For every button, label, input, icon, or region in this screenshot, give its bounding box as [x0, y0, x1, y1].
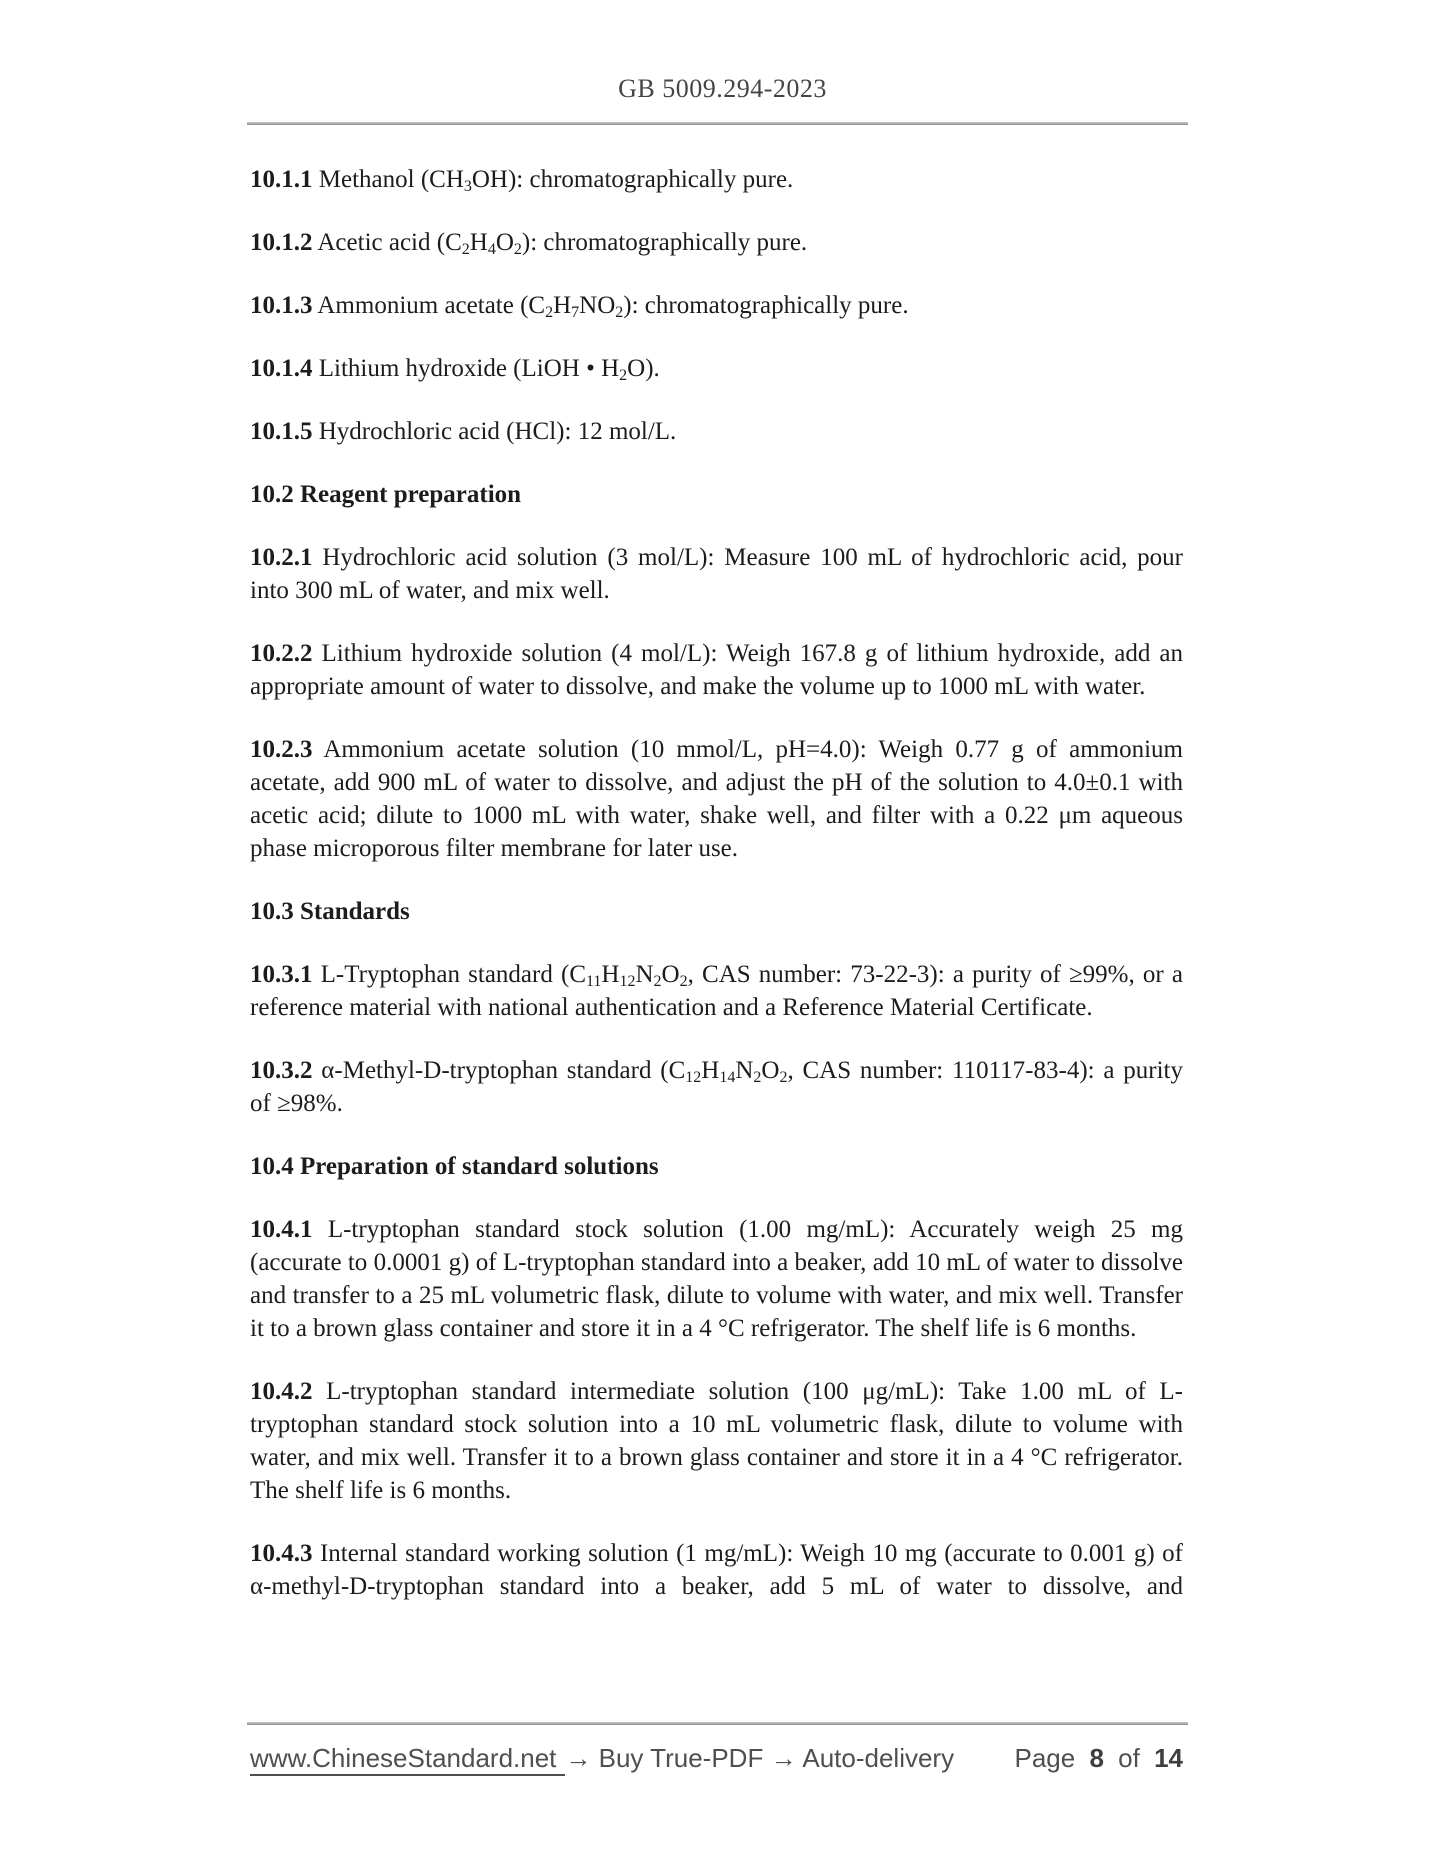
- of-label: of: [1118, 1743, 1140, 1773]
- chemical-subscript: 11: [586, 973, 602, 991]
- section-number: 10.1.2: [250, 229, 313, 256]
- chemical-subscript: 14: [719, 1069, 736, 1087]
- paragraph-10-1-5: 10.1.5 Hydrochloric acid (HCl): 12 mol/L.: [250, 418, 677, 445]
- chemical-subscript: 2: [615, 304, 624, 322]
- section-number: 10.1.1: [250, 166, 313, 193]
- paragraph-10-1-2: 10.1.2 Acetic acid $(C_2H_4O_2)$: chromatographically pure.: [250, 229, 808, 259]
- section-number: 10.1.5: [250, 418, 313, 445]
- chemical-subscript: 2: [653, 973, 662, 991]
- chemical-subscript: 2: [679, 973, 688, 991]
- section-number: 10.2.1: [250, 544, 313, 571]
- section-number: 10.2.3: [250, 736, 313, 763]
- paragraph-10-4-3: 10.4.3 Internal standard working solution (1 mg/mL): Weigh 10 mg (accurate to 0.001 g) of α-methyl-D-tryptophan standard into a beaker, add 5 mL of water to dissolve, and: [250, 1540, 1183, 1600]
- chemical-subscript: 7: [571, 304, 580, 322]
- section-heading-10-3: 10.3 Standards: [250, 898, 410, 925]
- footer-link[interactable]: www.ChineseStandard.net: [250, 1743, 565, 1776]
- section-number: 10.3.1: [250, 961, 313, 988]
- section-number: 10.1.3: [250, 292, 313, 319]
- paragraph-10-2-3: 10.2.3 Ammonium acetate solution (10 mmol/L, pH=4.0): Weigh 0.77 g of ammonium acetate, add 900 mL of water to dissolve, and adjust the pH of the solution to 4.0±0.1 with acetic acid; dilute to 1000 mL with water, shake well, and filter with a 0.22 μm aqueous phase microporous filter membrane for later use.: [250, 736, 1183, 862]
- footer-divider: [247, 1722, 1188, 1725]
- chemical-subscript: 2: [461, 241, 470, 259]
- section-number: 10.4.3: [250, 1540, 313, 1567]
- paragraph-10-2-1: 10.2.1 Hydrochloric acid solution (3 mol/L): Measure 100 mL of hydrochloric acid, pour into 300 mL of water, and mix well.: [250, 544, 1183, 604]
- paragraph-10-1-3: 10.1.3 Ammonium acetate $(C_2H_7NO_2)$: chromatographically pure.: [250, 292, 909, 322]
- section-number: 10.2.2: [250, 640, 313, 667]
- page-indicator: [1014, 1743, 1183, 1774]
- paragraph-10-1-4: 10.1.4 Lithium hydroxide (LiOH • $H_2O$).: [250, 355, 660, 385]
- footer-delivery-text: → Buy True-PDF → Auto-delivery: [565, 1743, 955, 1773]
- chemical-subscript: 2: [545, 304, 554, 322]
- chemical-subscript: 12: [685, 1069, 702, 1087]
- paragraph-10-3-2: 10.3.2 α-Methyl-D-tryptophan standard ($C_{12}H_{14}N_2O_2$, CAS number: 110117-83-4): a purity of ≥98%.: [250, 1057, 1183, 1117]
- section-heading-10-4: 10.4 Preparation of standard solutions: [250, 1153, 659, 1180]
- page-current: 8: [1089, 1743, 1104, 1773]
- footer-source: [250, 1743, 954, 1774]
- chemical-subscript: 2: [619, 367, 628, 385]
- paragraph-10-3-1: 10.3.1 L-Tryptophan standard ($C_{11}H_{12}N_2O_2$, CAS number: 73-22-3): a purity of ≥99%, or a reference material with national authentication and a Reference Material Certificate.: [250, 961, 1183, 1021]
- chemical-subscript: 2: [513, 241, 522, 259]
- section-number: 10.4.2: [250, 1378, 313, 1405]
- chemical-subscript: 12: [619, 973, 636, 991]
- page-footer: [250, 1743, 1183, 1774]
- chemical-subscript: 4: [487, 241, 496, 259]
- chemical-subscript: 3: [463, 178, 472, 196]
- page-label: Page: [1014, 1743, 1076, 1773]
- page-header-title: GB 5009.294-2023: [618, 74, 827, 103]
- paragraph-10-4-1: 10.4.1 L-tryptophan standard stock solution (1.00 mg/mL): Accurately weigh 25 mg (accurate to 0.0001 g) of L-tryptophan standard into a beaker, add 10 mL of water to dissolve and transfer to a 25 mL volumetric flask, dilute to volume with water, and mix well. Transfer it to a brown glass container and store it in a 4 °C refrigerator. The shelf life is 6 months.: [250, 1216, 1183, 1342]
- chemical-subscript: 2: [753, 1069, 762, 1087]
- header-divider: [247, 122, 1188, 125]
- paragraph-10-4-2: 10.4.2 L-tryptophan standard intermediate solution (100 μg/mL): Take 1.00 mL of L-tryptophan standard stock solution into a 10 mL volumetric flask, dilute to volume with water, and mix well. Transfer it to a brown glass container and store it in a 4 °C refrigerator. The shelf life is 6 months.: [250, 1378, 1183, 1504]
- page-total: 14: [1154, 1743, 1183, 1773]
- paragraph-10-1-1: 10.1.1 Methanol $(CH_3OH)$: chromatographically pure.: [250, 166, 794, 196]
- content: [250, 163, 1183, 1633]
- section-number: 10.1.4: [250, 355, 313, 382]
- section-number: 10.4.1: [250, 1216, 313, 1243]
- paragraph-10-2-2: 10.2.2 Lithium hydroxide solution (4 mol/L): Weigh 167.8 g of lithium hydroxide, add an appropriate amount of water to dissolve, and make the volume up to 1000 mL with water.: [250, 640, 1183, 700]
- section-number: 10.3.2: [250, 1057, 313, 1084]
- chemical-subscript: 2: [779, 1069, 788, 1087]
- section-heading-10-2: 10.2 Reagent preparation: [250, 481, 522, 508]
